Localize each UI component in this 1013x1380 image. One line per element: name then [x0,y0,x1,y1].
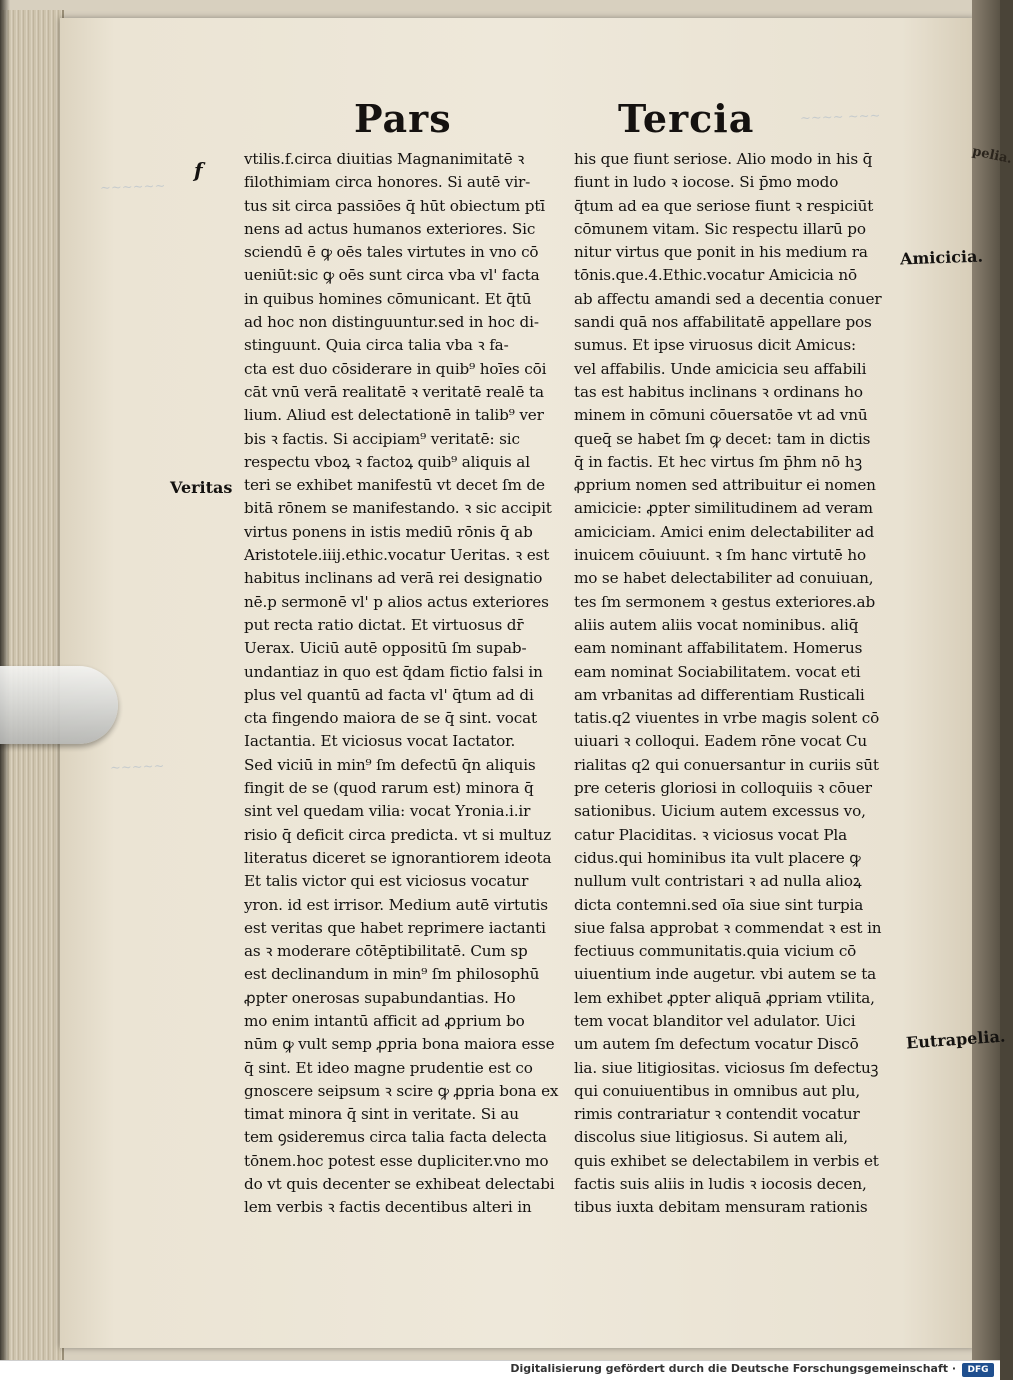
text-line: lem exhibet ꝓpter aliquā ꝓpriam vtilita, [574,988,875,1007]
text-line: nitur virtus que ponit in his medium ra [574,243,868,262]
text-line: rialitas q2 qui conuersantur in curiis sūt [574,755,879,774]
text-line: tōnem.hoc potest esse dupliciter.vno mo [244,1151,549,1170]
text-line: sumus. Et ipse viruosus dicit Amicus: [574,336,856,355]
text-line: vtilis.f.circa diuitias Magnanimitatē ꝛ [244,150,525,168]
text-line: q̄ sint. Et ideo magne prudentie est co [244,1058,533,1077]
text-line: am vrbanitas ad differentiam Rusticali [574,685,865,704]
text-line: habitus inclinans ad verā rei designatio [244,569,543,588]
text-line: vel affabilis. Unde amicicia seu affabili [574,359,867,378]
text-line: fectiuus communitatis.quia vicium cō [574,942,857,961]
text-line: Iactantia. Et viciosus vocat Iactator. [244,732,516,751]
text-line: uiuari ꝛ colloqui. Eadem rōne vocat Cu [574,732,867,751]
text-line: ad hoc non distinguuntur.sed in hoc di- [244,313,539,332]
text-line: fingit de se (quod rarum est) minora q̄ [244,779,534,798]
text-line: plus vel quantū ad facta vl' q̄tum ad di [244,685,534,704]
text-line: amicicie: ꝓpter similitudinem ad veram [574,499,873,518]
text-line: pre ceteris gloriosi in colloquiis ꝛ cōuer [574,779,872,798]
text-line: tōnis.que.4.Ethic.vocatur Amicicia nō [574,266,857,285]
text-line: sationibus. Uicium autem excessus vo, [574,802,866,821]
text-line: minem in cōmuni cōuersatōe vt ad vnū [574,406,868,425]
running-head-left: Pars [354,96,452,141]
text-line: his que fiunt seriose. Alio modo in his q̄ [574,150,873,168]
text-line: Aristotele.iiij.ethic.vocatur Ueritas. ꝛ est [244,546,550,565]
text-line: undantiaz in quo est q̄dam fictio falsi in [244,662,543,681]
text-line: q̄tum ad ea que seriose fiunt ꝛ respiciūt [574,196,874,215]
text-line: virtus ponens in istis mediū rōnis q̄ ab [244,522,533,541]
text-line: factis suis aliis in ludis ꝛ iocosis decen, [574,1175,867,1194]
text-line: cāt vnū verā realitatē ꝛ veritatē realē ta [244,382,544,401]
text-line: sandi quā nos affabilitatē appellare pos [574,313,872,332]
running-head-right: Tercia [618,96,755,141]
text-line: quis exhibet se delectabilem in verbis et [574,1151,879,1170]
text-line: discolus siue litigiosus. Si autem ali, [574,1128,848,1147]
text-line: nē.p sermonē vl' p alios actus exteriores [244,592,549,611]
text-line: tus sit circa passiōes q̄ hūt obiectum ptī [244,196,545,215]
text-line: uiuentium inde augetur. vbi autem se ta [574,965,877,984]
margin-note-veritas: Veritas [170,478,233,497]
text-line: eam nominat Sociabilitatem. vocat eti [574,662,861,681]
text-line: lia. siue litigiositas. viciosus ſm defectuꝫ [574,1058,879,1077]
text-line: stinguunt. Quia circa talia vba ꝛ fa- [244,336,509,355]
text-line: timat minora q̄ sint in veritate. Si au [244,1105,519,1124]
text-line: eam nominant affabilitatem. Homerus [574,639,863,658]
text-line: est veritas que habet reprimere iactanti [244,918,546,937]
text-line: tatis.q2 viuentes in vrbe magis solent cō [574,709,880,728]
text-line: lium. Aliud est delectationē in talib⁹ ver [244,406,544,425]
text-line: literatus diceret se ignorantiorem ideota [244,848,552,867]
text-line: tem vocat blanditor vel adulator. Uici [574,1011,856,1030]
text-line: nens ad actus humanos exteriores. Sic [244,219,536,238]
footer-bar [0,1360,1000,1380]
text-column-right [574,148,906,1220]
text-line: est declinandum in min⁹ ſm philosophū [244,965,540,984]
text-line: respectu vboꝝ ꝛ factoꝝ quib⁹ aliquis al [244,452,530,471]
text-line: risio q̄ deficit circa predicta. vt si multuz [244,825,551,844]
show-through-text: ~~~~~ [109,759,165,776]
text-line: dicta contemni.sed oīa siue sint turpia [574,895,864,914]
text-line: tes ſm sermonem ꝛ gestus exteriores.ab [574,592,876,611]
text-line: rimis contrariatur ꝛ contendit vocatur [574,1105,860,1124]
text-line: gnoscere seipsum ꝛ scire ꝙ ꝓpria bona ex [244,1081,559,1100]
text-line: Et talis victor qui est viciosus vocatur [244,872,529,891]
text-line: tibus iuxta debitam mensuram rationis [574,1198,868,1217]
text-column-left [244,148,564,1220]
text-line: filothimiam circa honores. Si autē vir- [244,173,531,192]
text-line: sint vel quedam vilia: vocat Yronia.i.ir [244,802,531,821]
dfg-logo-icon: DFG [962,1363,994,1377]
margin-letter-f: f [194,158,203,182]
text-line: fiunt in ludo ꝛ iocose. Si p̄mo modo [574,173,839,192]
text-line: tas est habitus inclinans ꝛ ordinans ho [574,382,863,401]
text-line: amiciciam. Amici enim delectabiliter ad [574,522,875,541]
text-line: ꝓpter onerosas supabundantias. Ho [244,988,516,1007]
text-line: nullum vult contristari ꝛ ad nulla alioꝝ [574,872,862,891]
text-line: aliis autem aliis vocat nominibus. aliq̄ [574,615,859,634]
margin-note-eutrapelia: Eutrapelia. [905,1026,1007,1053]
text-line: nūm ꝙ vult semp ꝓpria bona maiora esse [244,1035,555,1054]
text-line: qui conuiuentibus in omnibus aut plu, [574,1081,861,1100]
text-line: ꝓprium nomen sed attribuitur ei nomen [574,476,876,495]
text-line: ueniūt:sic ꝙ oēs sunt circa vba vl' facta [244,266,540,285]
text-line: siue falsa approbat ꝛ commendat ꝛ est in [574,918,882,937]
text-line: do vt quis decenter se exhibeat delectabi [244,1175,555,1194]
text-line: ab affectu amandi sed a decentia conuer [574,289,882,308]
text-line: put recta ratio dictat. Et virtuosus dr̄ [244,615,524,634]
text-line: cidus.qui hominibus ita vult placere ꝙ [574,848,861,867]
text-line: sciendū ē ꝙ oēs tales virtutes in vno cō [244,243,539,262]
text-line: cta fingendo maiora de se q̄ sint. vocat [244,709,537,728]
margin-note-amicicia: Amicicia. [899,246,984,269]
text-line: tem ꝯsideremus circa talia facta delecta [244,1128,547,1147]
text-line: bitā rōnem se manifestando. ꝛ sic accipit [244,499,552,518]
text-line: catur Placiditas. ꝛ viciosus vocat Pla [574,825,848,844]
text-line: q̄ in factis. Et hec virtus ſm p̄hm nō hꝫ [574,452,862,471]
text-line: mo enim intantū afficit ad ꝓprium bo [244,1011,525,1030]
text-line: as ꝛ moderare cōtēptibilitatē. Cum sp [244,942,528,961]
text-line: Uerax. Uiciū autē oppositū ſm supab- [244,639,527,658]
show-through-text: ~~~~~~ [99,178,166,197]
running-head [0,96,1000,146]
text-line: inuicem cōuiuunt. ꝛ ſm hanc virtutē ho [574,546,866,565]
text-line: cta est duo cōsiderare in quib⁹ hoīes cōi [244,359,547,378]
text-line: lem verbis ꝛ factis decentibus alteri in [244,1198,532,1217]
funding-credit: Digitalisierung gefördert durch die Deutsche Forschungsgemeinschaft · [510,1362,956,1375]
text-line: mo se habet delectabiliter ad conuiuan, [574,569,874,588]
show-through-text: ~~~~ ~~~ [799,108,881,127]
page-clip-holder [0,666,118,744]
text-line: teri se exhibet manifestū vt decet ſm de [244,476,545,495]
margin-note-pelia: pelia. [970,143,1013,168]
text-line: cōmunem vitam. Sic respectu illarū po [574,219,866,238]
text-line: bis ꝛ factis. Si accipiam⁹ veritatē: sic [244,429,520,448]
text-line: in quibus homines cōmunicant. Et q̄tū [244,289,532,308]
text-line: Sed viciū in min⁹ ſm defectū q̄n aliquis [244,755,536,774]
right-gutter [972,0,1000,1360]
text-line: um autem ſm defectum vocatur Discō [574,1035,859,1054]
text-line: queq̄ se habet ſm ꝙ decet: tam in dictis [574,429,871,448]
text-line: yron. id est irrisor. Medium autē virtutis [244,895,548,914]
